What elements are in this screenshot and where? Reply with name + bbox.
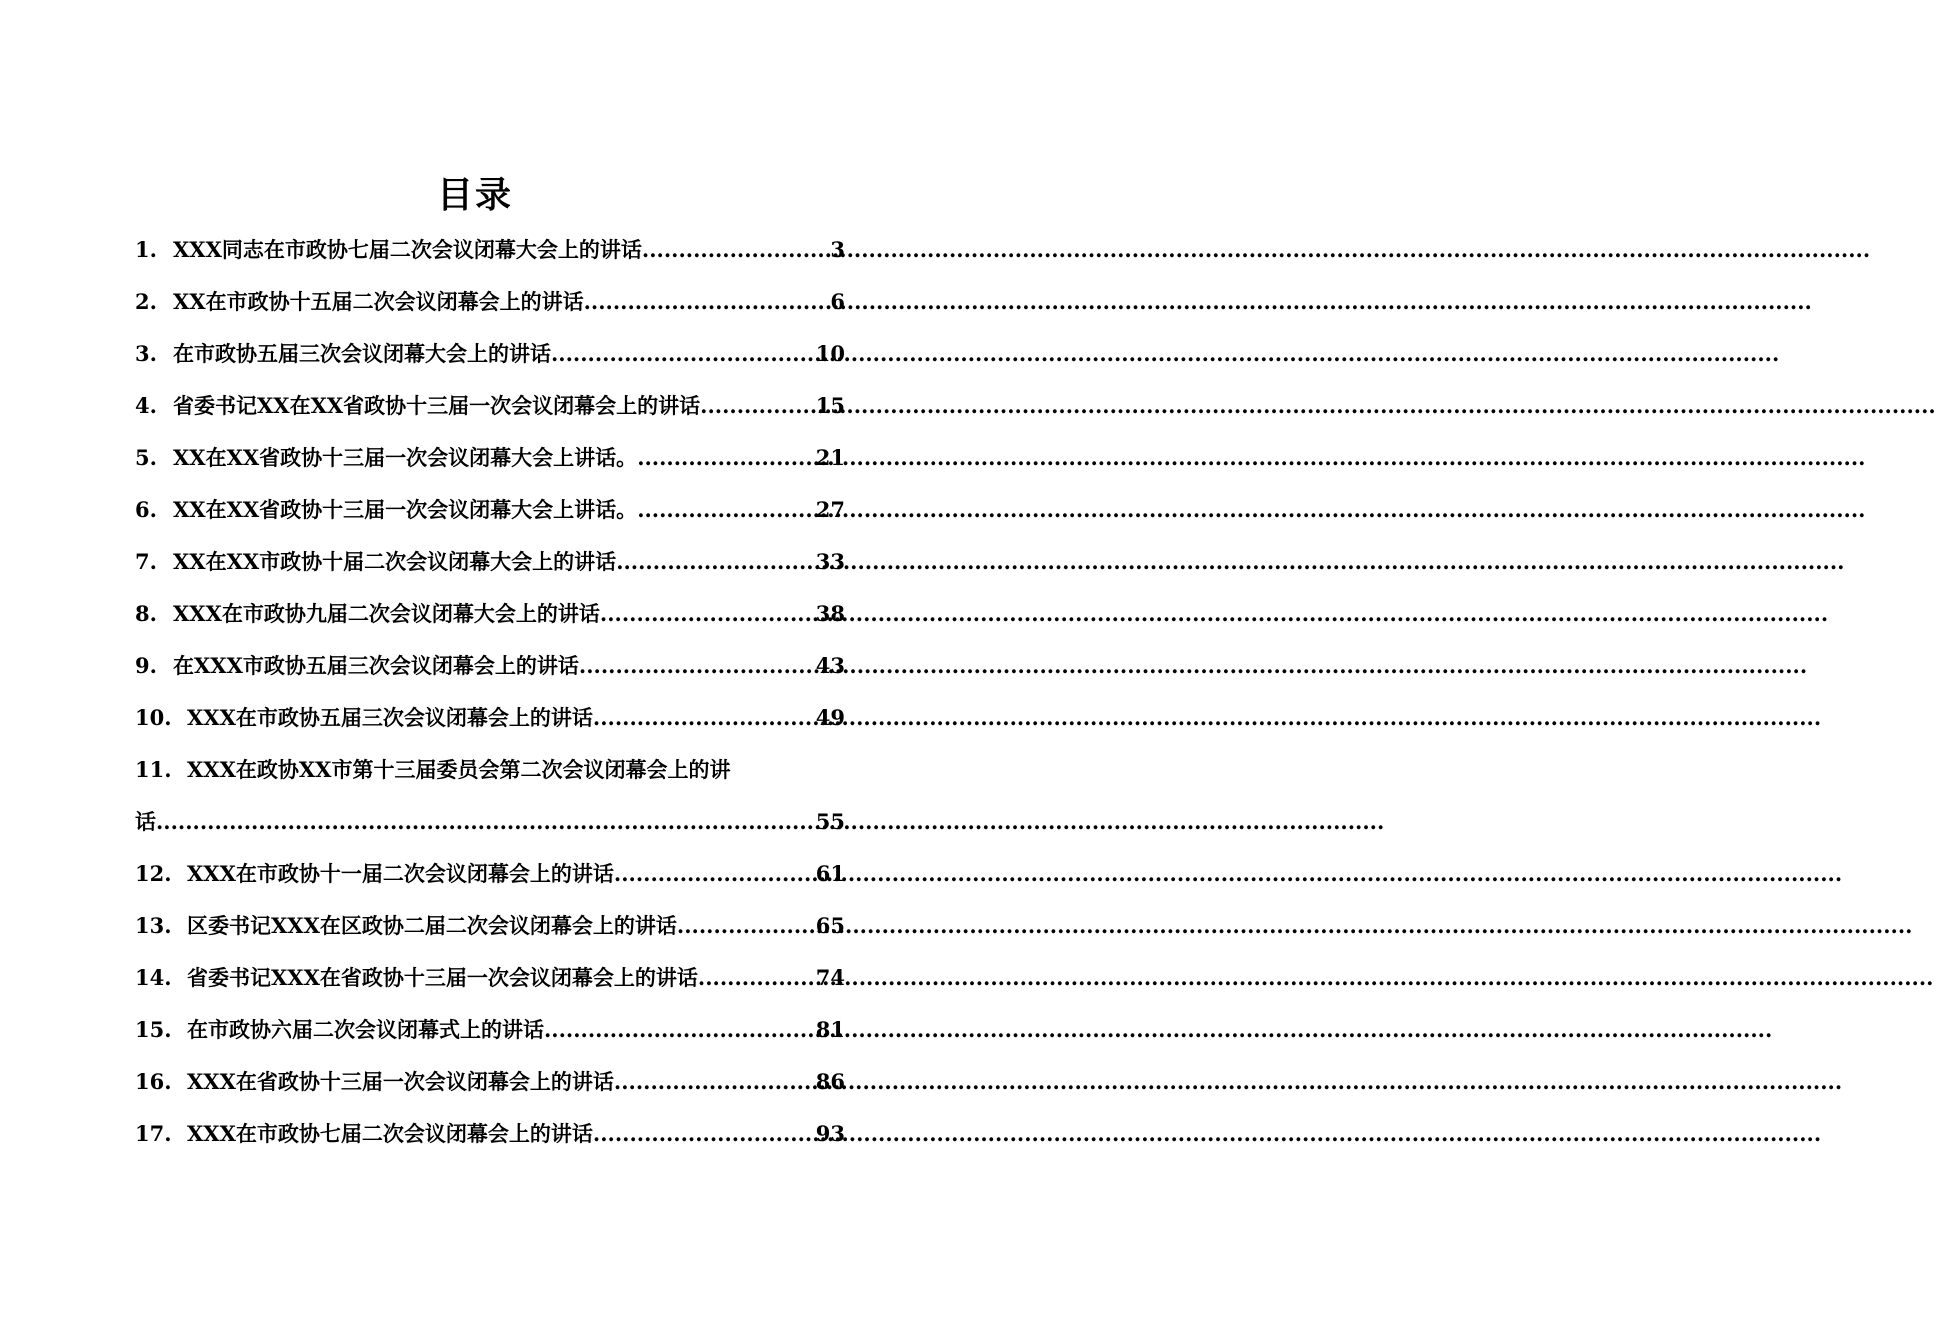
toc-entry-page: 65 xyxy=(815,913,845,938)
toc-leader-dots xyxy=(637,484,815,536)
toc-entry-number: 17. xyxy=(135,1121,172,1146)
toc-entry-text: XXX同志在市政协七届二次会议闭幕大会上的讲话 xyxy=(173,237,642,262)
toc-entry[interactable] xyxy=(135,536,845,588)
toc-entry-page: 74 xyxy=(815,965,845,990)
toc-entry-text: XXX在市政协五届三次会议闭幕会上的讲话 xyxy=(187,705,593,730)
toc-entry-number: 10. xyxy=(135,705,172,730)
toc-entry-page: 43 xyxy=(815,653,845,678)
toc-entry-text: XX在XX市政协十届二次会议闭幕大会上的讲话 xyxy=(173,549,617,574)
toc-entry[interactable] xyxy=(135,276,845,328)
toc-leader-dots xyxy=(551,328,815,380)
toc-entry-number: 9. xyxy=(135,653,157,678)
toc-leader-dots xyxy=(544,1004,815,1056)
toc-entry-continuation[interactable] xyxy=(135,796,845,848)
toc-entry-page: 81 xyxy=(815,1017,845,1042)
toc-entry-text: XXX在市政协十一届二次会议闭幕会上的讲话 xyxy=(187,861,614,886)
toc-entry-page: 21 xyxy=(815,445,845,470)
toc-entry-text: 省委书记XX在XX省政协十三届一次会议闭幕会上的讲话. xyxy=(173,393,708,418)
toc-entry-text: XX在市政协十五届二次会议闭幕会上的讲话 xyxy=(173,289,584,314)
toc-entry-number: 14. xyxy=(135,965,172,990)
toc-leader-dots xyxy=(593,1108,815,1160)
toc-entry-text: 在市政协五届三次会议闭幕大会上的讲话 xyxy=(173,341,551,366)
toc-entry[interactable] xyxy=(135,484,845,536)
toc-entry[interactable] xyxy=(135,588,845,640)
toc-entry-number: 3. xyxy=(135,341,157,366)
toc-entry-number: 1. xyxy=(135,237,157,262)
toc-entry-page: 49 xyxy=(815,705,845,730)
toc-entry-text: 在市政协六届二次会议闭幕式上的讲话 xyxy=(187,1017,544,1042)
toc-entry[interactable] xyxy=(135,328,845,380)
toc-entry[interactable] xyxy=(135,744,845,796)
toc-entry-number: 15. xyxy=(135,1017,172,1042)
toc-entry-page: 10 xyxy=(815,341,845,366)
toc-entry-number: 11. xyxy=(135,757,172,782)
toc-entry-number: 16. xyxy=(135,1069,172,1094)
toc-entry-page: 33 xyxy=(815,549,845,574)
toc-entry-text: 在XXX市政协五届三次会议闭幕会上的讲话 xyxy=(173,653,579,678)
toc-entry-page: 61 xyxy=(815,861,845,886)
toc-entry-text: 区委书记XXX在区政协二届二次会议闭幕会上的讲话. xyxy=(187,913,685,938)
toc-entry-text-continuation: 话 xyxy=(135,809,156,834)
toc-entry-number: 4. xyxy=(135,393,157,418)
toc-leader-dots xyxy=(600,588,815,640)
toc-entry-page: 27 xyxy=(815,497,845,522)
toc-entry-page: 6 xyxy=(830,289,845,314)
toc-leader-dots xyxy=(637,432,815,484)
toc-entry[interactable] xyxy=(135,952,845,1004)
toc-entry-number: 6. xyxy=(135,497,157,522)
toc-entry[interactable] xyxy=(135,1108,845,1160)
toc-entry[interactable] xyxy=(135,224,845,276)
toc-list xyxy=(135,224,845,1160)
toc-leader-dots xyxy=(642,224,829,276)
toc-entry[interactable] xyxy=(135,900,845,952)
toc-entry-number: 8. xyxy=(135,601,157,626)
toc-entry-page: 86 xyxy=(815,1069,845,1094)
toc-leader-dots xyxy=(684,900,815,952)
toc-leader-dots xyxy=(156,796,815,848)
toc-entry-page: 15 xyxy=(815,393,845,418)
toc-entry[interactable] xyxy=(135,432,845,484)
toc-entry-number: 7. xyxy=(135,549,157,574)
toc-entry-page: 55 xyxy=(815,809,845,834)
toc-leader-dots xyxy=(579,640,815,692)
toc-entry-page: 38 xyxy=(815,601,845,626)
toc-entry[interactable] xyxy=(135,848,845,900)
toc-entry[interactable] xyxy=(135,692,845,744)
toc-leader-dots xyxy=(616,536,815,588)
toc-leader-dots xyxy=(593,692,815,744)
toc-entry[interactable] xyxy=(135,1004,845,1056)
toc-entry-page: 93 xyxy=(815,1121,845,1146)
toc-title: 目录 xyxy=(436,174,513,216)
toc-leader-dots xyxy=(584,276,830,328)
toc-leader-dots xyxy=(614,848,815,900)
toc-entry-text: XXX在政协XX市第十三届委员会第二次会议闭幕会上的讲 xyxy=(187,757,731,782)
toc-entry[interactable] xyxy=(135,640,845,692)
toc-entry-number: 12. xyxy=(135,861,172,886)
toc-entry[interactable] xyxy=(135,380,845,432)
toc-entry-text: 省委书记XXX在省政协十三届一次会议闭幕会上的讲话. xyxy=(187,965,706,990)
toc-leader-dots xyxy=(707,380,814,432)
toc-entry-text: XX在XX省政协十三届一次会议闭幕大会上讲话。 xyxy=(173,445,638,470)
toc-entry-number: 5. xyxy=(135,445,157,470)
toc-entry-number: 2. xyxy=(135,289,157,314)
toc-entry-text: XXX在省政协十三届一次会议闭幕会上的讲话 xyxy=(187,1069,614,1094)
toc-entry-text: XX在XX省政协十三届一次会议闭幕大会上讲话。 xyxy=(173,497,638,522)
toc-entry[interactable] xyxy=(135,1056,845,1108)
toc-entry-text: XXX在市政协七届二次会议闭幕会上的讲话 xyxy=(187,1121,593,1146)
toc-entry-text: XXX在市政协九届二次会议闭幕大会上的讲话 xyxy=(173,601,600,626)
toc-entry-page: 3 xyxy=(830,237,845,262)
document-page xyxy=(0,0,950,1344)
toc-entry-number: 13. xyxy=(135,913,172,938)
toc-leader-dots xyxy=(705,952,815,1004)
toc-leader-dots xyxy=(614,1056,815,1108)
